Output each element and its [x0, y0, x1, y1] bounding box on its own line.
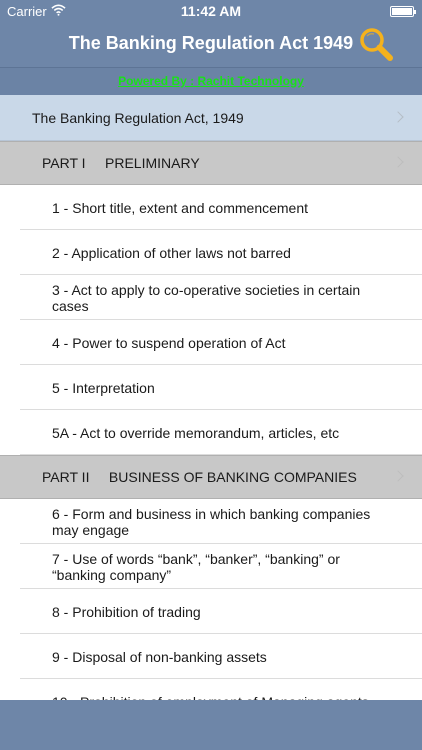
list-item[interactable] — [0, 185, 422, 230]
list-item[interactable] — [0, 544, 422, 589]
list-item[interactable] — [0, 275, 422, 320]
list-item[interactable] — [0, 634, 422, 679]
chevron-right-icon — [392, 156, 403, 167]
list-item[interactable] — [0, 410, 422, 455]
part-label: PART I PRELIMINARY — [42, 155, 200, 171]
battery-icon — [390, 6, 414, 17]
section-label: 2 - Application of other laws not barred — [52, 244, 291, 261]
section-label: 4 - Power to suspend operation of Act — [52, 334, 286, 351]
section-label: 3 - Act to apply to co-operative societies in certain cases — [52, 281, 361, 314]
nav-header — [0, 0, 422, 67]
section-label: 5A - Act to override memorandum, articles, etc — [52, 424, 340, 441]
search-icon[interactable] — [356, 26, 396, 62]
list-item[interactable] — [0, 230, 422, 275]
part-header-2[interactable] — [0, 455, 422, 499]
part-label: PART II BUSINESS OF BANKING COMPANIES — [42, 469, 357, 485]
chevron-right-icon — [392, 111, 403, 122]
section-label: 8 - Prohibition of trading — [52, 603, 201, 620]
act-title-label: The Banking Regulation Act, 1949 — [32, 109, 244, 126]
list-item[interactable] — [0, 499, 422, 544]
section-label: 7 - Use of words “bank”, “banker”, “banking” or “banking company” — [52, 550, 340, 583]
list-item[interactable] — [0, 365, 422, 410]
section-list[interactable] — [0, 95, 422, 700]
part-header-1[interactable] — [0, 141, 422, 185]
powered-by-link[interactable]: Powered By : Rachit Technology — [118, 74, 304, 88]
section-label: 9 - Disposal of non-banking assets — [52, 648, 267, 665]
chevron-right-icon — [392, 470, 403, 481]
bottom-toolbar — [0, 700, 422, 750]
section-label: 1 - Short title, extent and commencement — [52, 199, 309, 216]
section-label: 6 - Form and business in which banking companies may engage — [52, 505, 371, 538]
section-label: 5 - Interpretation — [52, 379, 155, 396]
status-bar — [0, 0, 422, 22]
list-item[interactable] — [0, 320, 422, 365]
powered-by-banner — [0, 67, 422, 95]
page-title: The Banking Regulation Act 1949 — [68, 33, 354, 53]
status-time: 11:42 AM — [180, 3, 242, 19]
carrier-label: Carrier — [7, 4, 47, 19]
act-title-row[interactable] — [0, 95, 422, 141]
list-item[interactable] — [0, 589, 422, 634]
